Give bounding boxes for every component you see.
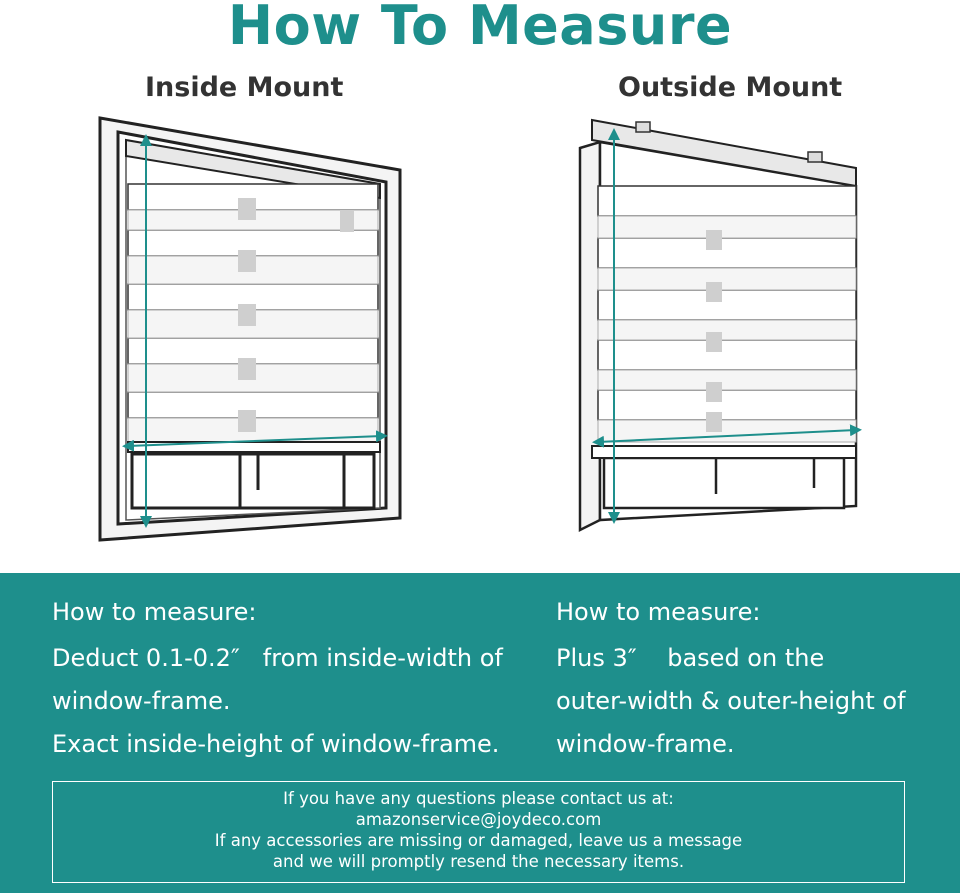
inside-instruction-line: window-frame. [52, 687, 231, 715]
outside-mount-diagram [570, 112, 870, 542]
instructions-panel [0, 573, 960, 893]
inside-instruction-title: How to measure: [52, 598, 257, 626]
inside-instruction-line: Deduct 0.1-0.2″ from inside-width of [52, 644, 503, 672]
page-title: How To Measure [227, 0, 733, 57]
outside-instruction-line: outer-width & outer-height of [556, 687, 906, 715]
contact-email[interactable]: amazonservice@joydeco.com [355, 810, 602, 829]
outside-mount-heading: Outside Mount [618, 72, 843, 103]
contact-note: If any accessories are missing or damaged, leave us a message [214, 831, 743, 850]
inside-instruction-line: Exact inside-height of window-frame. [52, 730, 500, 758]
contact-intro: If you have any questions please contact us at: [283, 789, 674, 808]
inside-mount-instructions [52, 593, 512, 766]
contact-box [52, 781, 905, 883]
inside-mount-heading: Inside Mount [145, 72, 344, 103]
outside-instruction-title: How to measure: [556, 598, 761, 626]
outside-instruction-line: Plus 3″ based on the [556, 644, 825, 672]
outside-instruction-line: window-frame. [556, 730, 735, 758]
outside-mount-instructions [556, 593, 936, 766]
inside-mount-diagram [90, 110, 410, 550]
contact-note: and we will promptly resend the necessary items. [272, 852, 685, 871]
